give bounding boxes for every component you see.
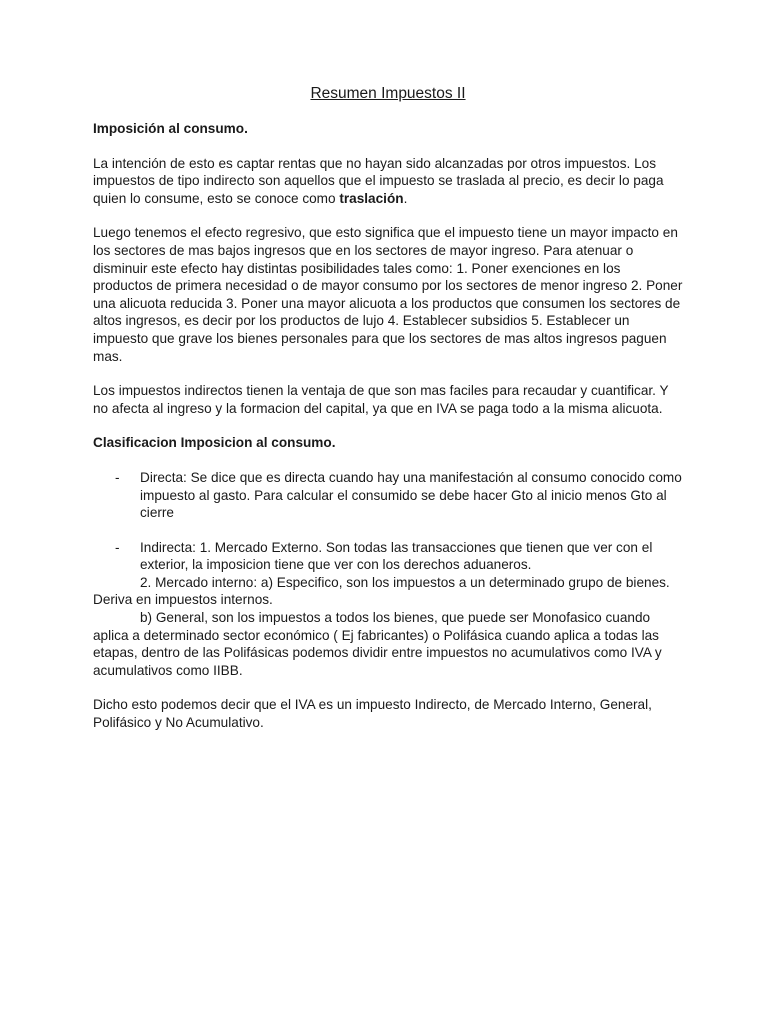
list-item-directa — [93, 469, 683, 522]
list-item-indirecta — [93, 539, 683, 680]
paragraph-traslacion — [93, 155, 683, 208]
paragraph-conclusion: Dicho esto podemos decir que el IVA es un impuesto Indirecto, de Mercado Interno, General, Polifásico y No Acumulativo. — [93, 697, 652, 731]
classification-list — [93, 469, 683, 680]
section-heading-clasificacion: Clasificacion Imposicion al consumo. — [93, 435, 336, 451]
sub-item-general: b) General, son los impuestos a todos los bienes, que puede ser Monofasico cuando aplica a determinado sector económico ( Ej fabricantes) o Polifásica cuando aplica a todas las etapas, dentro de las Polifásicas podemos dividir entre impuestos no acumulativos como IVA y acumulativos como IIBB. — [93, 610, 662, 678]
paragraph-efecto-regresivo: Luego tenemos el efecto regresivo, que esto significa que el impuesto tiene un mayor impacto en los sectores de mas bajos ingresos que en los sectores de mayor ingreso. Para atenuar o disminuir este efecto hay distintas posibilidades tales como: 1. Poner exenciones en los productos de primera necesidad o de mayor consumo por los sectores de menor ingreso 2. Poner una alicuota reducida 3. Poner una mayor alicuota a los productos que consumen los sectores de altos ingresos, es decir por los productos de lujo 4. Establecer subsidios 5. Establecer un impuesto que grave los bienes personales para que los sectores de mas altos ingresos paguen mas. — [93, 225, 683, 364]
document-title: Resumen Impuestos II — [310, 85, 466, 102]
list-item-text: Directa: Se dice que es directa cuando hay una manifestación al consumo conocido como impuesto al gasto. Para calcular el consumido se debe hacer Gto al inicio menos Gto al cierre — [140, 469, 682, 521]
bullet-dash: - — [115, 539, 120, 555]
document-page — [93, 84, 683, 749]
list-item-text: Indirecta: 1. Mercado Externo. Son todas las transacciones que tienen que ver con el exterior, la imposicion tiene que ver con los derechos aduaneros. — [140, 539, 653, 573]
bold-term-traslacion: traslación — [339, 190, 404, 206]
paragraph-text: La intención de esto es captar rentas que no hayan sido alcanzadas por otros impuestos. Los impuestos de tipo indirecto son aquellos que el impuesto se traslada al precio, es decir lo paga quien lo consume, esto se conoce como — [93, 155, 664, 206]
sub-item-mercado-interno: 2. Mercado interno: a) Especifico, son los impuestos a un determinado grupo de bienes. Deriva en impuestos internos. — [93, 574, 670, 608]
bullet-dash: - — [115, 469, 120, 485]
paragraph-text-end: . — [403, 190, 408, 206]
section-heading-imposicion: Imposición al consumo. — [93, 121, 248, 136]
paragraph-ventajas: Los impuestos indirectos tienen la ventaja de que son mas faciles para recaudar y cuantificar. Y no afecta al ingreso y la formacion del capital, ya que en IVA se paga todo a la misma alicuota. — [93, 383, 669, 416]
